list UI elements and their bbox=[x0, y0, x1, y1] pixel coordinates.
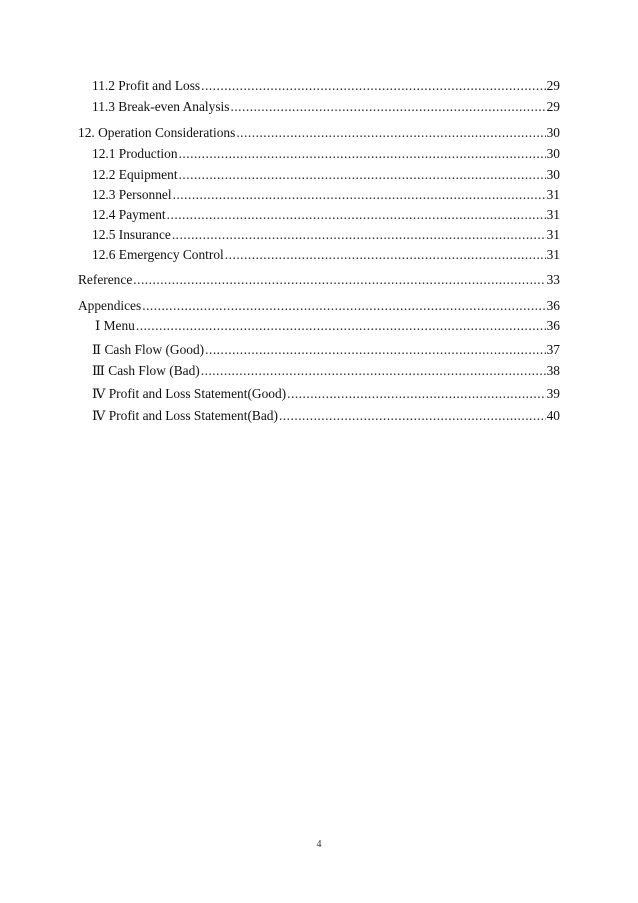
dot-leader bbox=[179, 167, 546, 183]
toc-entry-page: 29 bbox=[546, 78, 560, 93]
toc-entry-page: 30 bbox=[546, 146, 560, 161]
toc-entry[interactable] bbox=[92, 97, 560, 115]
toc-entry-page: 36 bbox=[546, 318, 560, 333]
toc-entry-page: 31 bbox=[546, 227, 560, 242]
toc-entry[interactable] bbox=[92, 361, 560, 379]
toc-entry-title: 12.4 Payment bbox=[92, 207, 166, 222]
toc-entry-page: 40 bbox=[546, 408, 560, 423]
toc-entry-page: 31 bbox=[546, 187, 560, 202]
dot-leader bbox=[230, 99, 545, 115]
toc-entry[interactable] bbox=[92, 185, 560, 203]
toc-entry-title: 12.5 Insurance bbox=[92, 227, 171, 242]
dot-leader bbox=[201, 363, 546, 379]
toc-entry-title: 12.6 Emergency Control bbox=[92, 247, 224, 262]
toc-entry-title: Ⅰ Menu bbox=[95, 318, 135, 333]
toc-entry-title: 12.1 Production bbox=[92, 146, 178, 161]
toc-entry-title: 12.3 Personnel bbox=[92, 187, 172, 202]
toc-entry-page: 29 bbox=[546, 99, 560, 114]
toc-entry[interactable] bbox=[92, 165, 560, 183]
dot-leader bbox=[179, 146, 546, 162]
toc-entry-page: 31 bbox=[546, 207, 560, 222]
toc-entry[interactable] bbox=[92, 245, 560, 263]
toc-entry[interactable] bbox=[78, 123, 560, 141]
toc-entry-page: 39 bbox=[546, 386, 560, 401]
dot-leader bbox=[136, 318, 546, 334]
toc-entry[interactable] bbox=[92, 205, 560, 223]
toc-entry-title: Ⅱ Cash Flow (Good) bbox=[92, 342, 205, 357]
toc-entry-title: Ⅳ Profit and Loss Statement(Good) bbox=[92, 386, 287, 401]
toc-entry-page: 33 bbox=[546, 272, 560, 287]
toc-entry[interactable] bbox=[92, 76, 560, 94]
toc-entry[interactable] bbox=[92, 225, 560, 243]
page-number: 4 bbox=[316, 839, 322, 850]
toc-entry[interactable] bbox=[78, 296, 560, 314]
toc-entry-title: 11.3 Break-even Analysis bbox=[92, 99, 230, 114]
dot-leader bbox=[236, 125, 545, 141]
dot-leader bbox=[173, 187, 546, 203]
toc-entry-title: 11.2 Profit and Loss bbox=[92, 78, 201, 93]
toc-entry[interactable] bbox=[92, 384, 560, 402]
toc-entry-title: Ⅳ Profit and Loss Statement(Bad) bbox=[92, 408, 278, 423]
toc-entry-page: 30 bbox=[546, 125, 560, 140]
dot-leader bbox=[133, 272, 545, 288]
dot-leader bbox=[287, 386, 545, 402]
toc-entry-title: Ⅲ Cash Flow (Bad) bbox=[92, 363, 200, 378]
dot-leader bbox=[225, 247, 546, 263]
toc-entry-title: 12. Operation Considerations bbox=[78, 125, 236, 140]
toc-entry-page: 36 bbox=[546, 298, 560, 313]
toc-entry[interactable] bbox=[95, 316, 560, 334]
toc-entry-page: 37 bbox=[546, 342, 560, 357]
toc-entry-page: 30 bbox=[546, 167, 560, 182]
toc-entry-page: 38 bbox=[546, 363, 560, 378]
dot-leader bbox=[201, 78, 545, 94]
toc-entry[interactable] bbox=[92, 144, 560, 162]
toc-entry[interactable] bbox=[92, 406, 560, 424]
dot-leader bbox=[279, 408, 546, 424]
dot-leader bbox=[167, 207, 546, 223]
dot-leader bbox=[205, 342, 545, 358]
toc-entry-title: Appendices bbox=[78, 298, 142, 313]
toc-entry-title: 12.2 Equipment bbox=[92, 167, 178, 182]
dot-leader bbox=[172, 227, 546, 243]
toc-entry-page: 31 bbox=[546, 247, 560, 262]
toc-entry-title: Reference bbox=[78, 272, 133, 287]
toc-entry[interactable] bbox=[92, 340, 560, 358]
toc-entry[interactable] bbox=[78, 270, 560, 288]
dot-leader bbox=[142, 298, 545, 314]
